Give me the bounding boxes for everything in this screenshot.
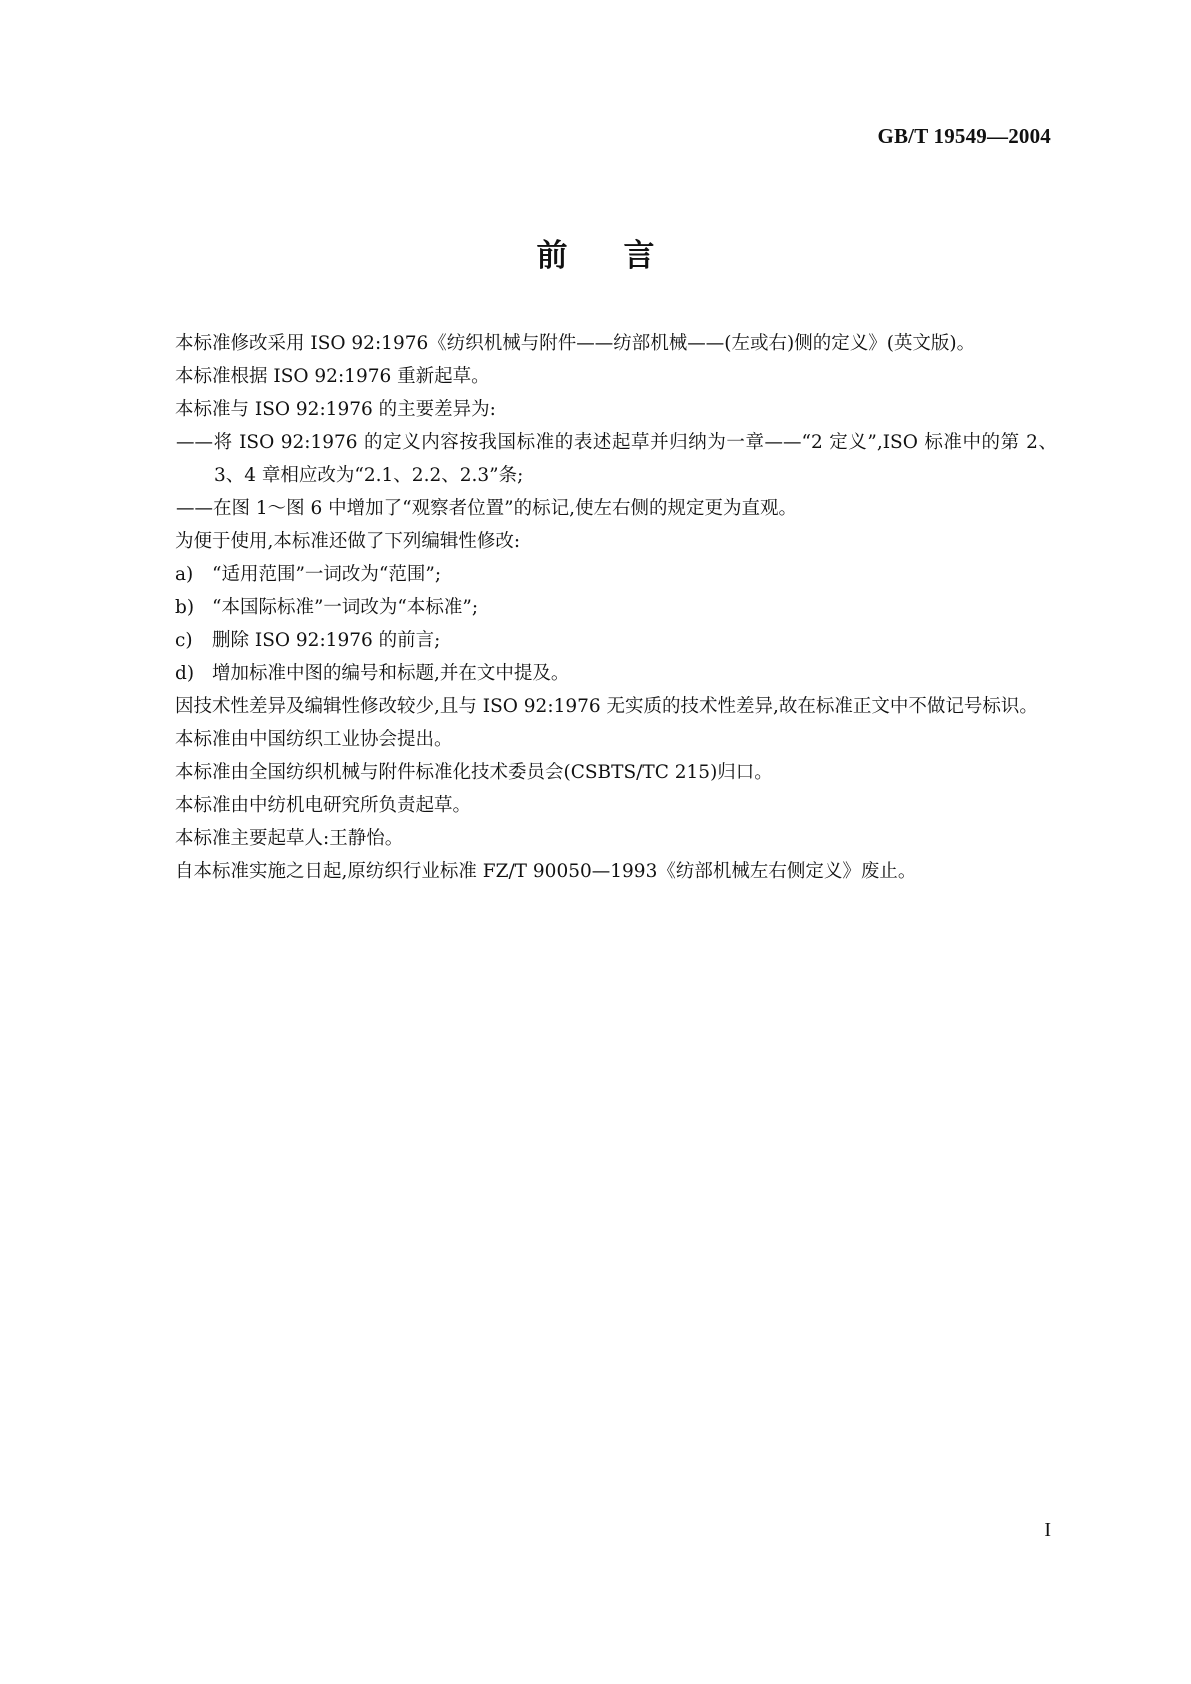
page-title-char-2: 言 <box>623 238 655 274</box>
paragraph-committee: 本标准由全国纺织机械与附件标准化技术委员会(CSBTS/TC 215)归口。 <box>175 762 773 783</box>
standard-code: GB/T 19549—2004 <box>877 124 1051 148</box>
page-number: I <box>1044 1519 1051 1541</box>
page-title <box>0 230 1191 275</box>
paragraph-drafting-basis: 本标准根据 ISO 92:1976 重新起草。 <box>175 366 490 387</box>
paragraph-editorial-intro: 为便于使用,本标准还做了下列编辑性修改: <box>175 531 521 552</box>
difference-item-2: ——在图 1～图 6 中增加了“观察者位置”的标记,使左右侧的规定更为直观。 <box>176 498 797 519</box>
page-title-char-1: 前 <box>536 238 568 274</box>
paragraph-drafter: 本标准主要起草人:王静怡。 <box>175 828 404 849</box>
paragraph-differences-intro: 本标准与 ISO 92:1976 的主要差异为: <box>175 399 496 420</box>
list-item <box>133 558 1057 591</box>
list-item <box>133 591 1057 624</box>
paragraph-no-marking: 因技术性差异及编辑性修改较少,且与 ISO 92:1976 无实质的技术性差异,故在标准正文中不做记号标识。 <box>175 696 1038 717</box>
paragraph-drafting-org: 本标准由中纺机电研究所负责起草。 <box>175 795 472 816</box>
list-marker: b) <box>175 597 195 618</box>
list-text: 增加标准中图的编号和标题,并在文中提及。 <box>212 663 570 684</box>
list-text: “本国际标准”一词改为“本标准”; <box>212 597 479 618</box>
paragraph-supersedes: 自本标准实施之日起,原纺织行业标准 FZ/T 90050—1993《纺部机械左右侧定义》废止。 <box>175 861 917 882</box>
list-text: “适用范围”一词改为“范围”; <box>212 564 442 585</box>
paragraph-proposer: 本标准由中国纺织工业协会提出。 <box>175 729 453 750</box>
foreword-body <box>133 327 1057 888</box>
paragraph-adoption: 本标准修改采用 ISO 92:1976《纺织机械与附件——纺部机械——(左或右)侧的定义》(英文版)。 <box>175 333 976 354</box>
difference-item-1: ——将 ISO 92:1976 的定义内容按我国标准的表述起草并归纳为一章——“2 定义”,ISO 标准中的第 2、3、4 章相应改为“2.1、2.2、2.3”条; <box>176 432 1057 486</box>
list-item <box>133 624 1057 657</box>
list-text: 删除 ISO 92:1976 的前言; <box>212 630 441 651</box>
list-marker: c) <box>175 630 193 651</box>
list-marker: d) <box>175 663 195 684</box>
list-marker: a) <box>175 564 194 585</box>
list-item <box>133 657 1057 690</box>
